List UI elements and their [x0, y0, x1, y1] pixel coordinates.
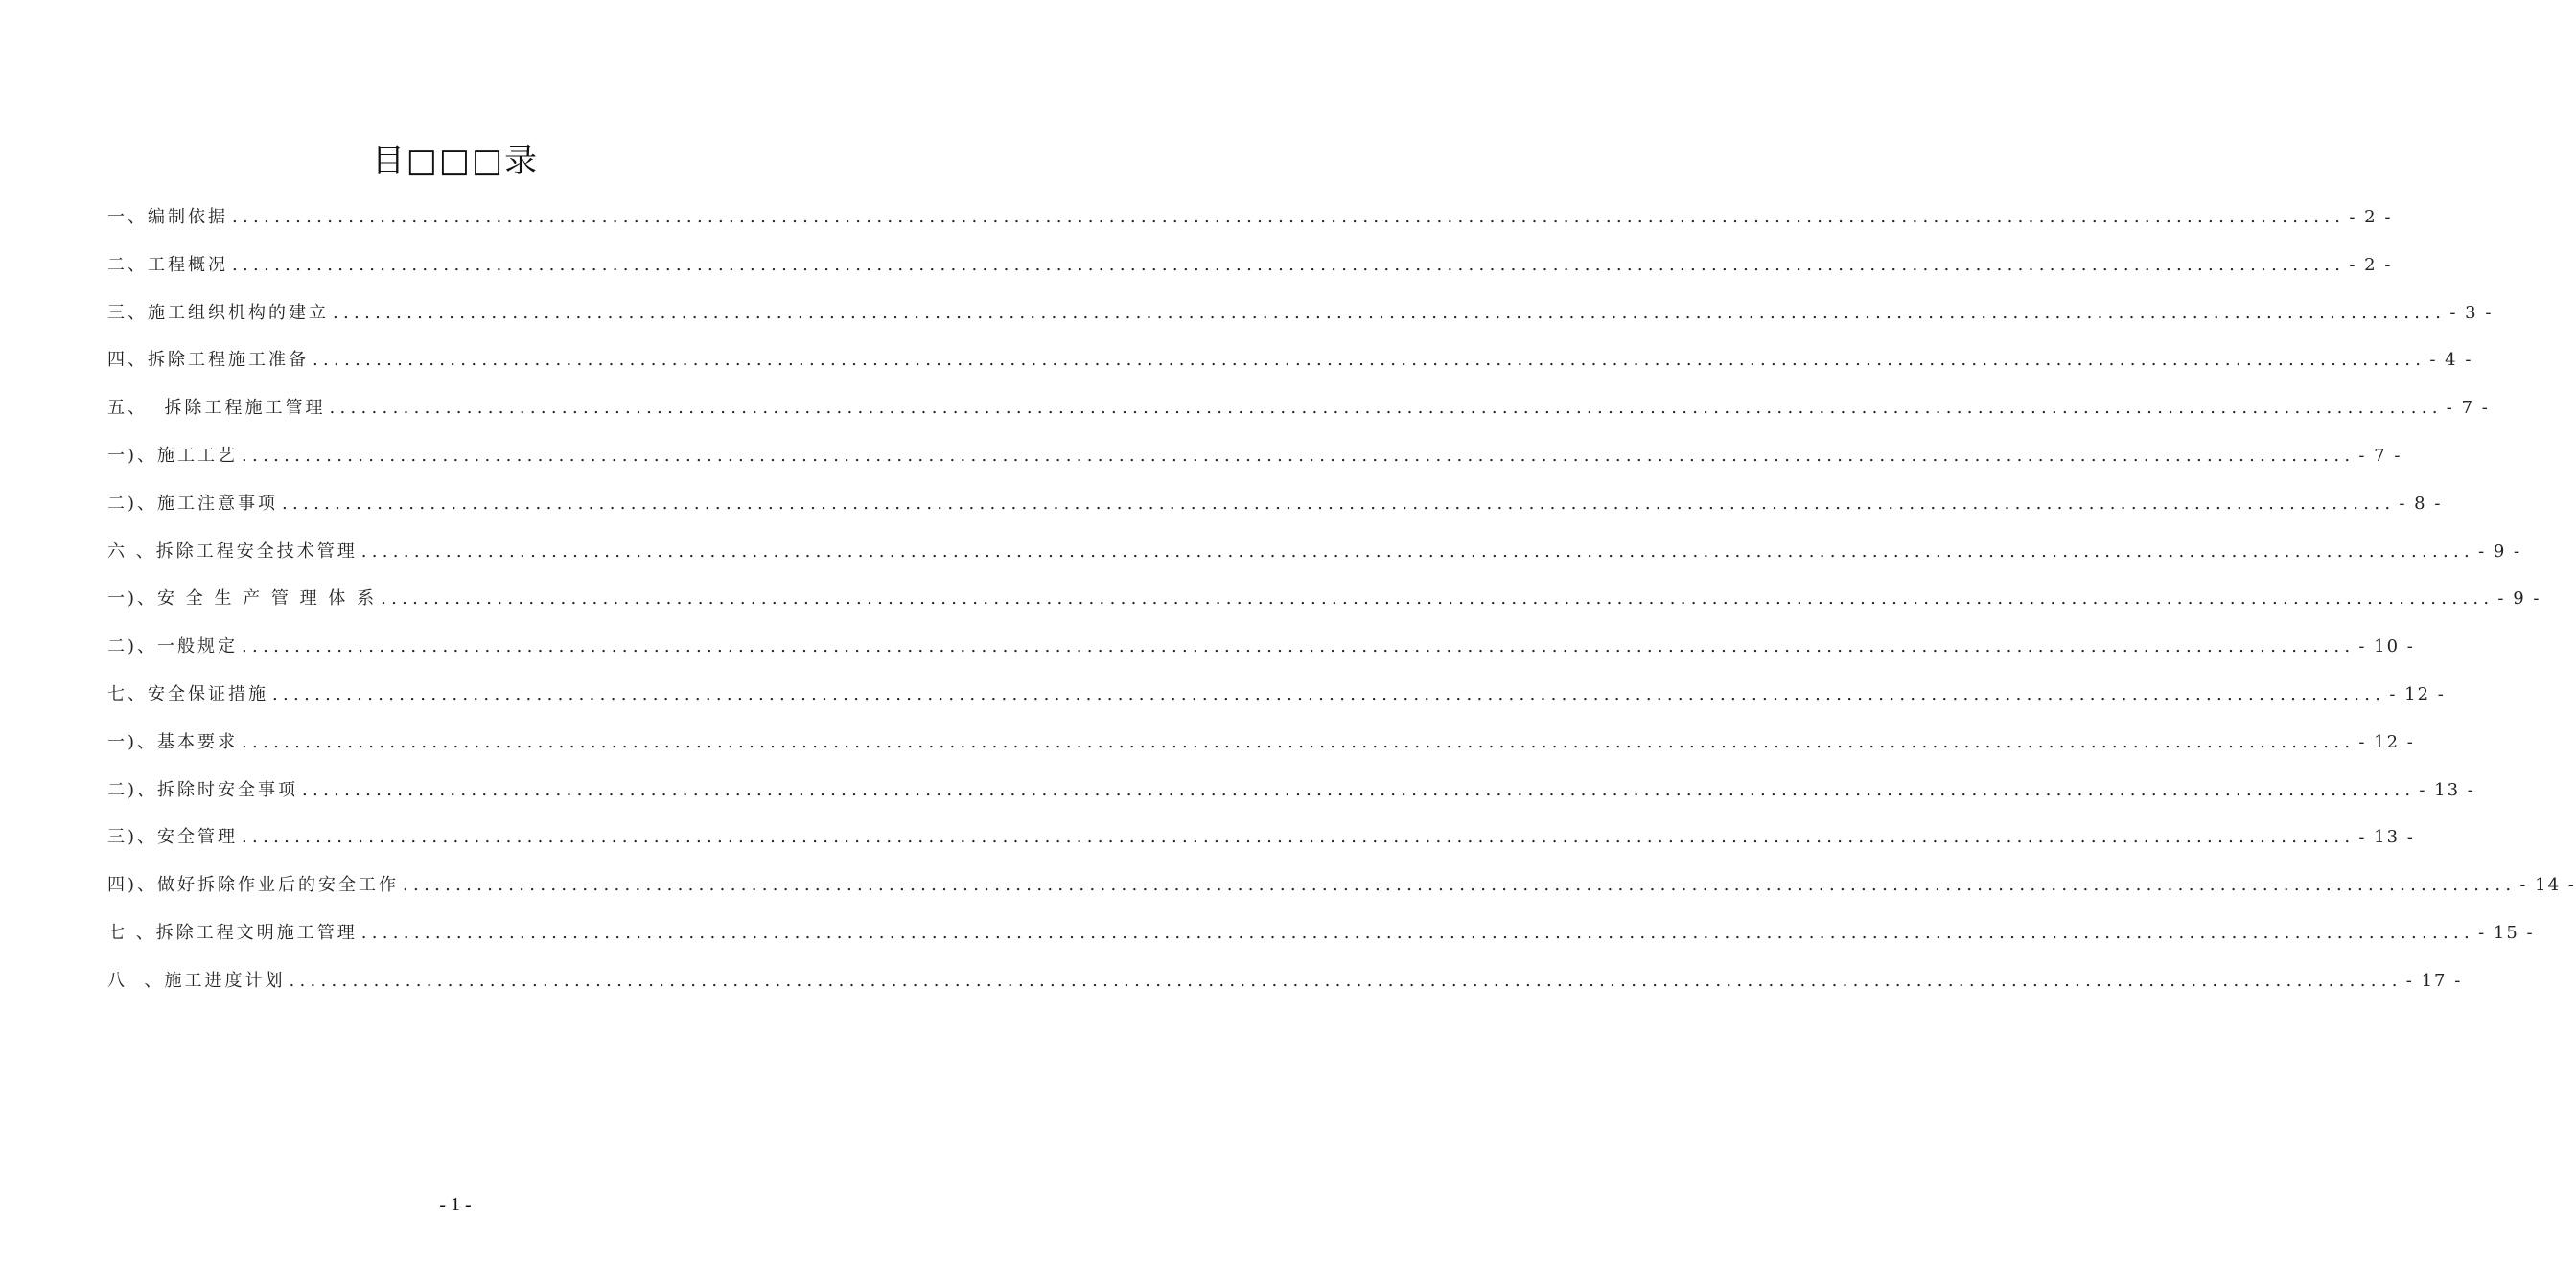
toc-entry-page: - 13 -: [2419, 779, 2475, 800]
toc-leader-dots: ........................................................................................................................................................................................................: [403, 875, 2517, 896]
toc-entry: [107, 919, 2535, 967]
toc-leader-dots: ........................................................................................................................................................................................................: [282, 493, 2396, 514]
toc-entry-page: - 15 -: [2478, 922, 2535, 943]
toc-entry-page: - 4 -: [2429, 350, 2473, 371]
toc-entry: [107, 871, 2576, 919]
toc-entry-label: 四、拆除工程施工准备: [107, 350, 309, 371]
toc-leader-dots: ........................................................................................................................................................................................................: [272, 683, 2386, 704]
toc-leader-dots: ........................................................................................................................................................................................................: [360, 922, 2475, 943]
toc-entry-label: 一)、安 全 生 产 管 理 体 系: [107, 588, 378, 610]
toc-entry-page: - 12 -: [2358, 731, 2415, 752]
toc-entry: [107, 585, 2541, 632]
toc-entry-label: 二)、一般规定: [107, 636, 239, 657]
toc-leader-dots: ........................................................................................................................................................................................................: [242, 827, 2356, 848]
toc-entry: [107, 538, 2522, 586]
toc-entry-label: 一、编制依据: [107, 207, 228, 227]
toc-entry: [107, 346, 2473, 394]
toc-entry-label: 二、工程概况: [107, 254, 228, 275]
toc-leader-dots: ........................................................................................................................................................................................................: [333, 302, 2447, 323]
toc-entry: [107, 490, 2443, 538]
toc-entry-page: - 9 -: [2478, 540, 2522, 562]
toc-entry-page: - 14 -: [2519, 875, 2576, 896]
toc-leader-dots: ........................................................................................................................................................................................................: [302, 779, 2416, 800]
toc-entry: [107, 728, 2415, 776]
toc-leader-dots: ........................................................................................................................................................................................................: [360, 540, 2475, 562]
toc-entry-label: 四)、做好拆除作业后的安全工作: [107, 875, 400, 896]
toc-entry-label: 五、 拆除工程施工管理: [107, 398, 326, 419]
toc-leader-dots: ........................................................................................................................................................................................................: [242, 636, 2356, 657]
toc-entry-page: - 12 -: [2389, 683, 2446, 704]
toc-leader-dots: ........................................................................................................................................................................................................: [242, 731, 2356, 752]
toc-entry-page: - 7 -: [2358, 445, 2402, 466]
toc-entry-label: 一)、基本要求: [107, 731, 239, 752]
toc-entry-page: - 10 -: [2358, 636, 2415, 657]
toc-entry-label: 七、安全保证措施: [107, 683, 268, 704]
toc-entry: [107, 203, 2393, 251]
toc-entry-label: 三)、安全管理: [107, 827, 239, 848]
toc-entry-page: - 17 -: [2405, 970, 2463, 991]
toc-entry: [107, 680, 2446, 728]
toc-entry-page: - 3 -: [2449, 302, 2494, 323]
toc-entry-label: 二)、施工注意事项: [107, 493, 279, 514]
toc-entry: [107, 251, 2393, 299]
toc-leader-dots: ........................................................................................................................................................................................................: [232, 207, 2346, 227]
toc-entry-label: 一)、施工工艺: [107, 445, 239, 466]
toc-entry-page: - 2 -: [2349, 207, 2393, 227]
toc-entry: [107, 967, 2463, 1015]
toc-entry-page: - 9 -: [2497, 588, 2541, 610]
document-title: 目□□□录: [371, 142, 540, 180]
toc-entry-label: 三、施工组织机构的建立: [107, 302, 329, 323]
toc-leader-dots: ........................................................................................................................................................................................................: [232, 254, 2346, 275]
toc-entry-label: 八 、施工进度计划: [107, 970, 286, 991]
table-of-contents: [107, 203, 2576, 1015]
toc-entry: [107, 394, 2490, 442]
toc-entry-page: - 8 -: [2399, 493, 2443, 514]
toc-entry: [107, 776, 2475, 824]
toc-entry: [107, 823, 2415, 871]
toc-entry: [107, 632, 2415, 680]
toc-leader-dots: ........................................................................................................................................................................................................: [242, 445, 2356, 466]
toc-entry-label: 二)、拆除时安全事项: [107, 779, 299, 800]
toc-leader-dots: ........................................................................................................................................................................................................: [329, 398, 2443, 419]
toc-leader-dots: ........................................................................................................................................................................................................: [289, 970, 2402, 991]
toc-entry-page: - 7 -: [2446, 398, 2490, 419]
toc-entry-page: - 13 -: [2358, 827, 2415, 848]
toc-entry-label: 七 、拆除工程文明施工管理: [107, 922, 358, 943]
toc-entry: [107, 442, 2402, 490]
toc-entry-label: 六 、拆除工程安全技术管理: [107, 540, 358, 562]
toc-entry: [107, 299, 2494, 347]
toc-entry-page: - 2 -: [2349, 254, 2393, 275]
toc-leader-dots: ........................................................................................................................................................................................................: [381, 588, 2495, 610]
page-number: - 1 -: [439, 1194, 472, 1215]
toc-leader-dots: ........................................................................................................................................................................................................: [313, 350, 2426, 371]
